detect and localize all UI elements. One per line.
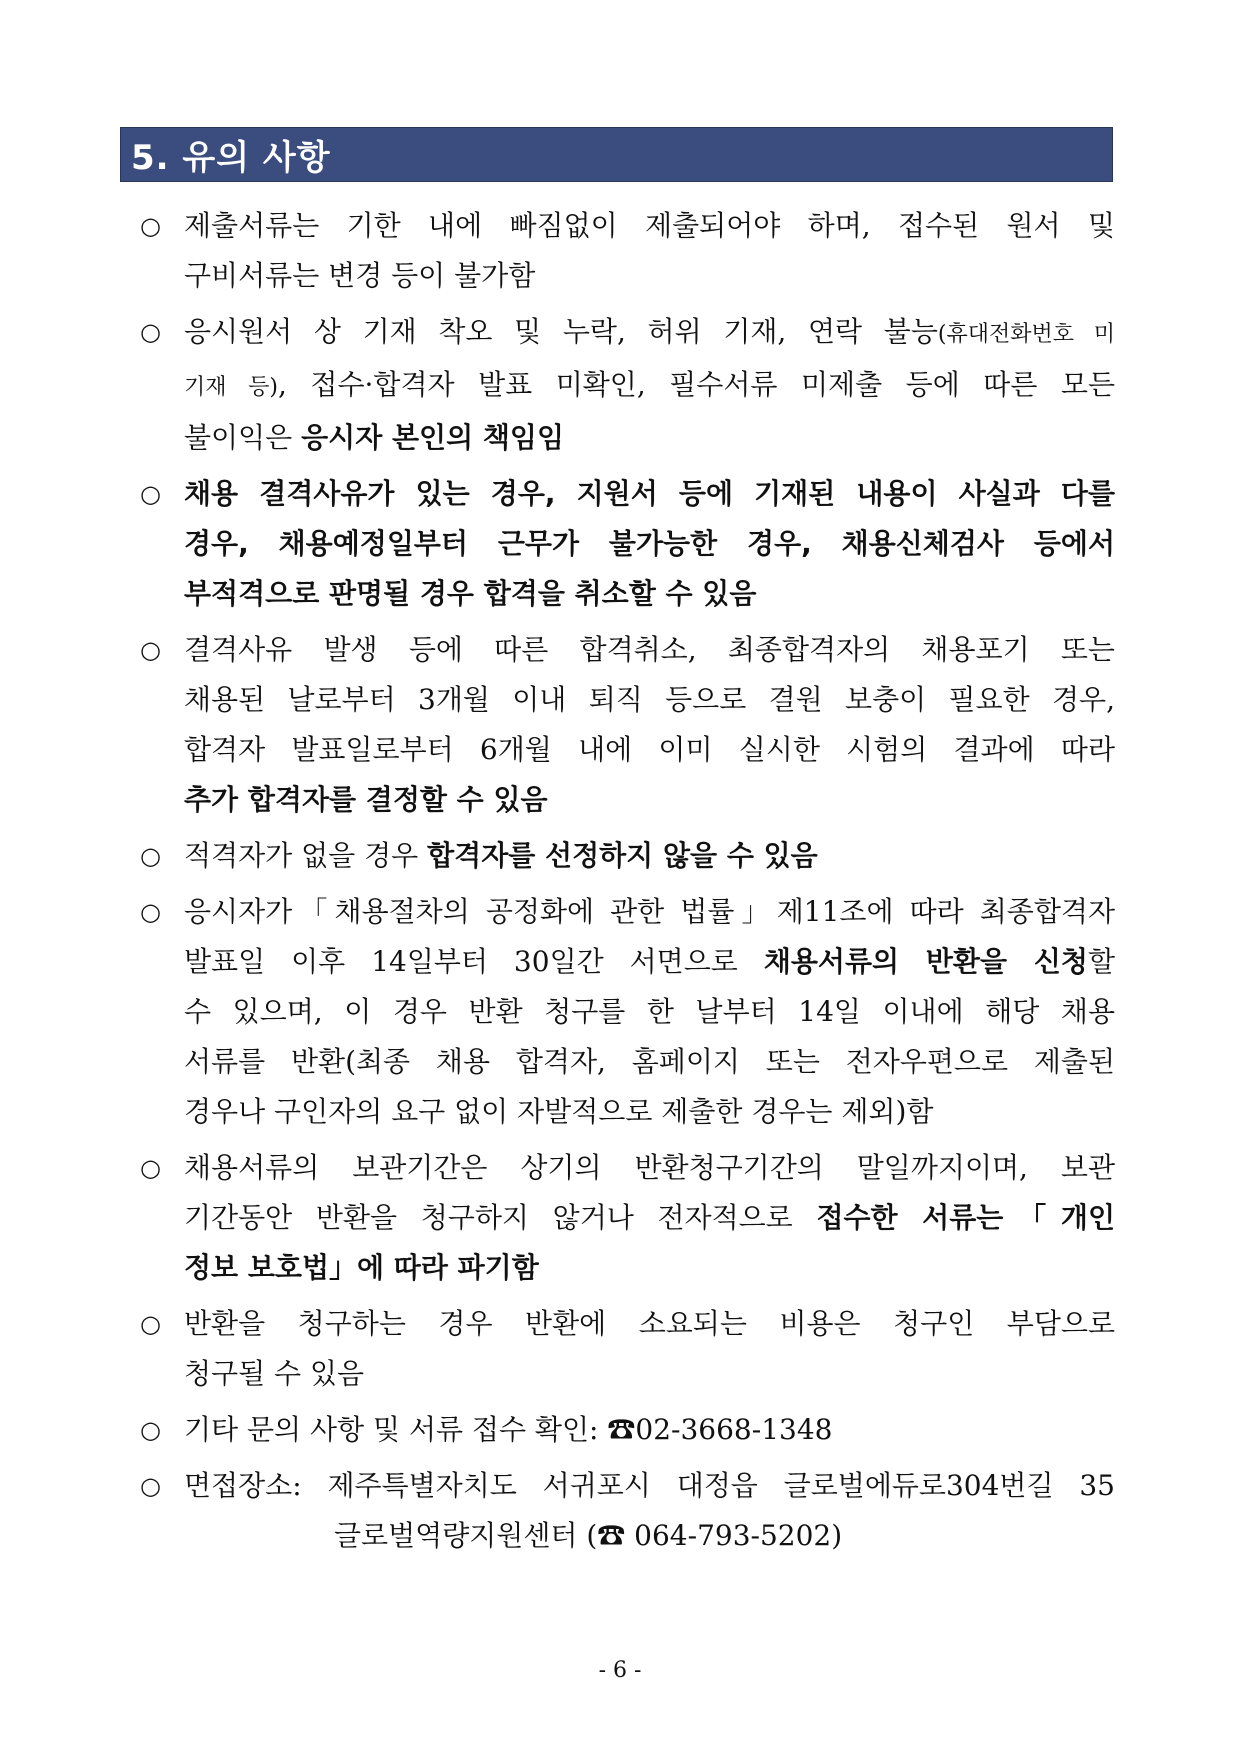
item-line: 응시자가「채용절차의 공정화에 관한 법률」제11조에 따라 최종합격자	[184, 895, 1115, 928]
item-line: 경우, 채용예정일부터 근무가 불가능한 경우, 채용신체검사 등에서	[184, 527, 1115, 560]
bullet-icon: ○	[140, 636, 161, 664]
item-line: 청구될 수 있음	[184, 1357, 365, 1390]
item-line: 부적격으로 판명될 경우 합격을 취소할 수 있음	[184, 577, 757, 610]
page-number: - 6 -	[598, 1658, 642, 1683]
bullet-icon: ○	[140, 212, 161, 240]
item-line: 추가 합격자를 결정할 수 있음	[184, 783, 548, 816]
telephone-icon: ☎	[607, 1413, 636, 1446]
item-line: 채용 결격사유가 있는 경우, 지원서 등에 기재된 내용이 사실과 다를	[184, 477, 1115, 510]
item-line: 정보 보호법」에 따라 파기함	[184, 1251, 539, 1284]
bullet-icon: ○	[140, 1472, 161, 1500]
notice-list	[140, 201, 1115, 1567]
item-line: 응시원서 상 기재 착오 및 누락, 허위 기재, 연락 불능(휴대전화번호 미	[184, 315, 1115, 348]
item-line: 서류를 반환(최종 채용 합격자, 홈페이지 또는 전자우편으로 제출된	[184, 1045, 1115, 1078]
telephone-icon: ☎	[597, 1519, 626, 1552]
item-line: 발표일 이후 14일부터 30일간 서면으로 채용서류의 반환을 신청할	[184, 945, 1115, 978]
item-line: 결격사유 발생 등에 따른 합격취소, 최종합격자의 채용포기 또는	[184, 633, 1115, 666]
item-line: 경우나 구인자의 요구 없이 자발적으로 제출한 경우는 제외)함	[184, 1095, 934, 1128]
item-line: 기타 문의 사항 및 서류 접수 확인: ☎02-3668-1348	[184, 1413, 833, 1446]
bullet-icon: ○	[140, 480, 161, 508]
item-line: 면접장소: 제주특별자치도 서귀포시 대정읍 글로벌에듀로304번길 35	[184, 1469, 1115, 1502]
list-item	[140, 1461, 1115, 1561]
item-line: 제출서류는 기한 내에 빠짐없이 제출되어야 하며, 접수된 원서 및	[184, 209, 1115, 242]
item-line: 기간동안 반환을 청구하지 않거나 전자적으로 접수한 서류는「개인	[184, 1201, 1116, 1234]
bullet-icon: ○	[140, 1310, 161, 1338]
item-line: 채용된 날로부터 3개월 이내 퇴직 등으로 결원 보충이 필요한 경우,	[184, 683, 1115, 716]
item-line: 구비서류는 변경 등이 불가함	[184, 259, 536, 292]
item-line: 불이익은 응시자 본인의 책임임	[184, 421, 565, 454]
list-item	[140, 1405, 1115, 1455]
bullet-icon: ○	[140, 1154, 161, 1182]
list-item	[140, 625, 1115, 825]
item-line: 반환을 청구하는 경우 반환에 소요되는 비용은 청구인 부담으로	[184, 1307, 1115, 1340]
list-item	[140, 887, 1115, 1137]
bullet-icon: ○	[140, 898, 161, 926]
item-line: 수 있으며, 이 경우 반환 청구를 한 날부터 14일 이내에 해당 채용	[184, 995, 1115, 1028]
list-item	[140, 201, 1115, 301]
item-line: 적격자가 없을 경우 합격자를 선정하지 않을 수 있음	[184, 839, 818, 872]
section-title: 5. 유의 사항	[131, 138, 331, 178]
list-item	[140, 1299, 1115, 1399]
item-line: 채용서류의 보관기간은 상기의 반환청구기간의 말일까지이며, 보관	[184, 1151, 1115, 1184]
bullet-icon: ○	[140, 318, 161, 346]
list-item	[140, 831, 1115, 881]
item-line: 기재 등), 접수·합격자 발표 미확인, 필수서류 미제출 등에 따른 모든	[184, 368, 1115, 401]
item-line: 합격자 발표일로부터 6개월 내에 이미 실시한 시험의 결과에 따라	[184, 733, 1115, 766]
item-line: 글로벌역량지원센터 (☎ 064-793-5202)	[334, 1519, 843, 1552]
section-header	[120, 127, 1113, 182]
list-item	[140, 307, 1115, 463]
list-item	[140, 469, 1115, 619]
bullet-icon: ○	[140, 1416, 161, 1444]
bullet-icon: ○	[140, 842, 161, 870]
list-item	[140, 1143, 1115, 1293]
